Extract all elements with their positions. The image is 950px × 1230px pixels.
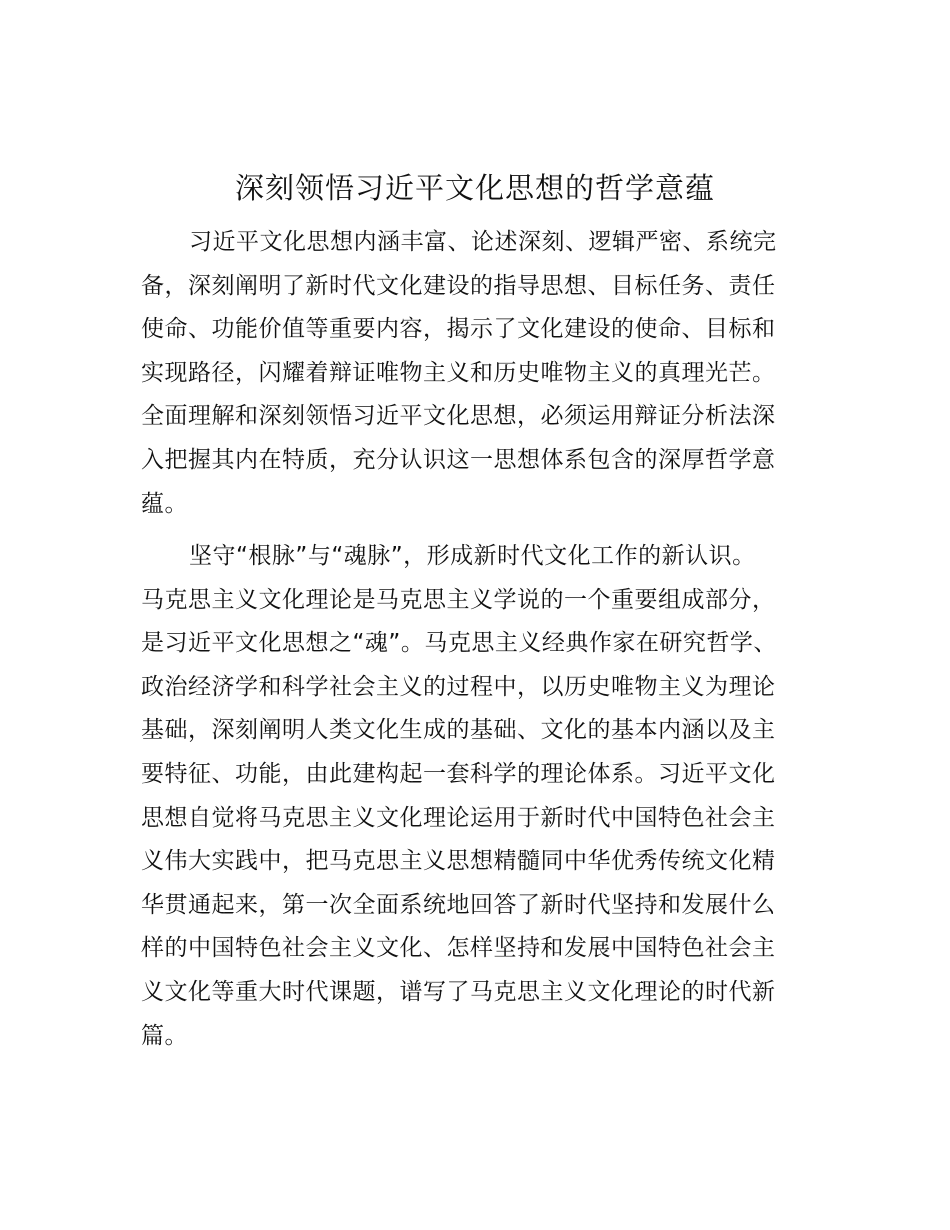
text-line: 实现路径，闪耀着辩证唯物主义和历史唯物主义的真理光芒。 — [141, 359, 776, 386]
text-line: 华贯通起来，第一次全面系统地回答了新时代坚持和发展什么 — [141, 891, 776, 918]
text-line: 备，深刻阐明了新时代文化建设的指导思想、目标任务、责任 — [141, 272, 776, 299]
paragraph-1 — [141, 221, 813, 526]
text-line: 思想自觉将马克思主义文化理论运用于新时代中国特色社会主 — [141, 804, 776, 831]
text-line: 使命、功能价值等重要内容，揭示了文化建设的使命、目标和 — [141, 316, 776, 343]
text-line: 篇。 — [141, 1022, 188, 1049]
text-line: 马克思主义文化理论是马克思主义学说的一个重要组成部分， — [141, 586, 776, 613]
document-title: 深刻领悟习近平文化思想的哲学意蕴 — [234, 171, 715, 205]
text-line: 坚守“根脉”与“魂脉”，形成新时代文化工作的新认识。 — [189, 543, 756, 569]
text-line: 蕴。 — [141, 490, 188, 517]
text-line: 是习近平文化思想之“魂”。马克思主义经典作家在研究哲学、 — [141, 630, 777, 657]
text-line: 政治经济学和科学社会主义的过程中，以历史唯物主义为理论 — [141, 673, 776, 700]
text-line: 入把握其内在特质，充分认识这一思想体系包含的深厚哲学意 — [141, 446, 776, 473]
text-line: 全面理解和深刻领悟习近平文化思想，必须运用辩证分析法深 — [141, 403, 776, 430]
text-line: 基础，深刻阐明人类文化生成的基础、文化的基本内涵以及主 — [141, 717, 776, 744]
text-line: 义伟大实践中，把马克思主义思想精髓同中华优秀传统文化精 — [141, 848, 776, 875]
text-line: 习近平文化思想内涵丰富、论述深刻、逻辑严密、系统完 — [189, 229, 777, 255]
text-line: 义文化等重大时代课题，谱写了马克思主义文化理论的时代新 — [141, 978, 776, 1005]
paragraph-2 — [141, 535, 813, 1058]
text-line: 要特征、功能，由此建构起一套科学的理论体系。习近平文化 — [141, 760, 776, 787]
text-line: 样的中国特色社会主义文化、怎样坚持和发展中国特色社会主 — [141, 935, 776, 962]
